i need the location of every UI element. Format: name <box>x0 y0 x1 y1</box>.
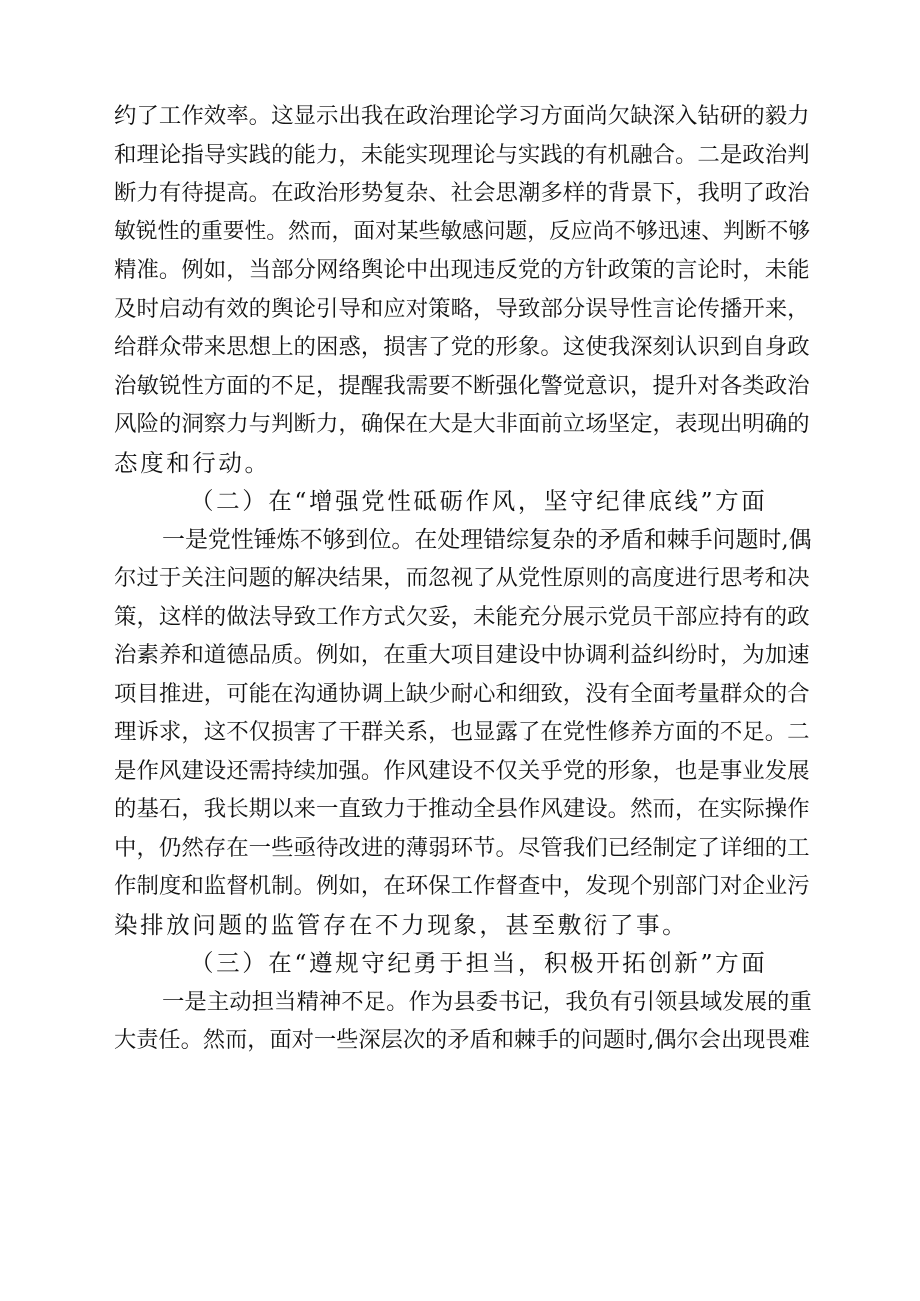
text-line: 理诉求，这不仅损害了干群关系，也显露了在党性修养方面的不足。二 <box>114 719 810 745</box>
document-page <box>114 97 810 1060</box>
text-line: 是作风建设还需持续加强。作风建设不仅关乎党的形象，也是事业发展 <box>114 757 810 784</box>
text-line: 态度和行动。 <box>114 448 271 477</box>
text-line: 作制度和监督机制。例如，在环保工作督查中，发现个别部门对企业污 <box>114 873 810 899</box>
text-line: 一是主动担当精神不足。作为县委书记，我负有引领县域发展的重 <box>162 988 812 1015</box>
text-line: 断力有待提高。在政治形势复杂、社会思潮多样的背景下，我明了政治 <box>114 180 810 206</box>
text-line: 中，仍然存在一些亟待改进的薄弱环节。尽管我们已经制定了详细的工 <box>114 834 810 861</box>
text-line: 敏锐性的重要性。然而，面对某些敏感问题，反应尚不够迅速、判断不够 <box>114 218 810 244</box>
text-line: 及时启动有效的舆论引导和应对策略，导致部分误导性言论传播开来， <box>114 295 810 322</box>
text-line: 治敏锐性方面的不足，提醒我需要不断强化警觉意识，提升对各类政治 <box>114 372 810 399</box>
section-heading: （二）在“增强党性砥砺作风，坚守纪律底线”方面 <box>190 487 768 515</box>
text-line: 策，这样的做法导致工作方式欠妥，未能充分展示党员干部应持有的政 <box>114 603 810 630</box>
text-line: 染排放问题的监管存在不力现象，甚至敷衍了事。 <box>114 910 689 939</box>
text-line: 和理论指导实践的能力，未能实现理论与实践的有机融合。二是政治判 <box>114 141 810 168</box>
text-line: 尔过于关注问题的解决结果，而忽视了从党性原则的高度进行思考和决 <box>114 565 810 591</box>
text-line: 项目推进，可能在沟通协调上缺少耐心和细致，没有全面考量群众的合 <box>114 680 810 707</box>
text-line: 精准。例如，当部分网络舆论中出现违反党的方针政策的言论时，未能 <box>114 257 810 283</box>
text-line: 治素养和道德品质。例如，在重大项目建设中协调利益纠纷时，为加速 <box>114 642 810 668</box>
text-line: 一是党性锤炼不够到位。在处理错综复杂的矛盾和棘手问题时,偶 <box>162 526 812 553</box>
text-line: 风险的洞察力与判断力，确保在大是大非面前立场坚定，表现出明确的 <box>114 411 810 437</box>
text-line: 给群众带来思想上的困惑，损害了党的形象。这使我深刻认识到自身政 <box>114 334 810 360</box>
text-line: 大责任。然而，面对一些深层次的矛盾和棘手的问题时,偶尔会出现畏难 <box>114 1027 810 1053</box>
section-heading: （三）在“遵规守纪勇于担当，积极开拓创新”方面 <box>190 949 768 977</box>
text-line: 约了工作效率。这显示出我在政治理论学习方面尚欠缺深入钻研的毅力 <box>114 103 810 129</box>
text-line: 的基石，我长期以来一直致力于推动全县作风建设。然而，在实际操作 <box>114 796 810 822</box>
